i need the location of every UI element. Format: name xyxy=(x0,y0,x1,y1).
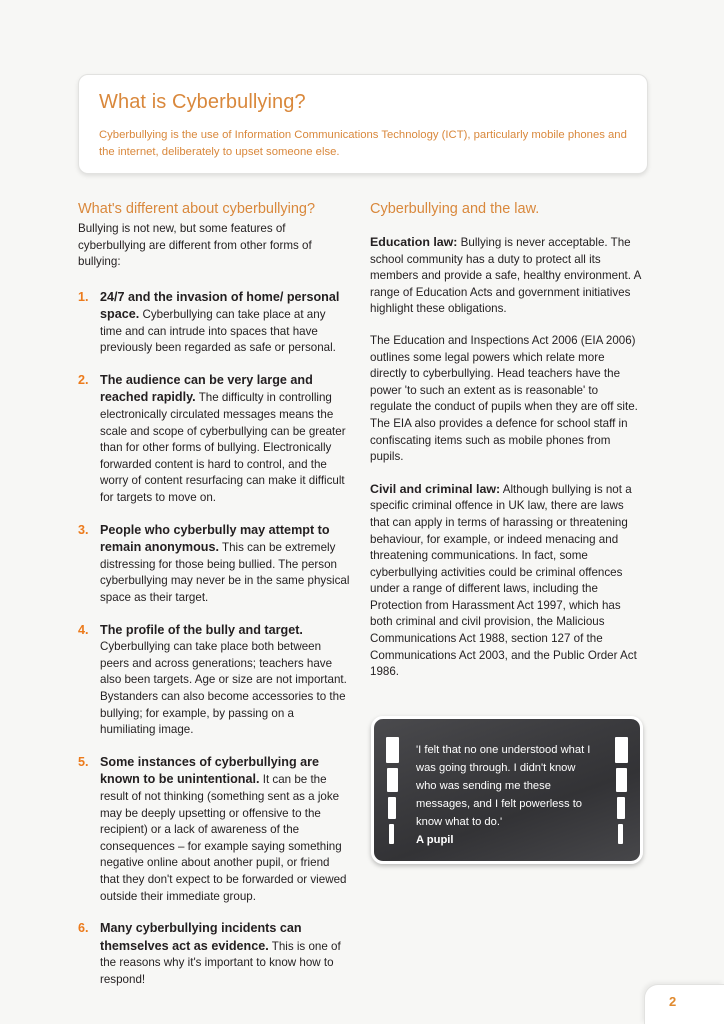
list-item-lead: 24/7 and the invasion of home/ personal space. xyxy=(100,289,340,322)
list-item xyxy=(78,522,350,607)
left-column-intro: Bullying is not new, but some features of cyberbullying are different from other forms of bullying: xyxy=(78,222,312,268)
list-item xyxy=(78,920,350,988)
pupil-quote-box xyxy=(371,716,643,864)
list-item-number: 2. xyxy=(78,372,89,387)
right-column-heading: Cyberbullying and the law. xyxy=(370,201,540,217)
list-item xyxy=(78,754,350,905)
list-item-number: 3. xyxy=(78,522,89,537)
list-item-body: The difficulty in controlling electronically circulated messages means the scale and scope of cyberbullying can be greater than for other forms of bullying. Electronically forwarded content is hard to control, and the worry of content resurfacing can make it difficult for targets to move on. xyxy=(100,391,346,505)
paragraph-lead: Civil and criminal law: xyxy=(370,481,501,496)
header-callout-box xyxy=(78,74,648,174)
page-subtitle: Cyberbullying is the use of Information Communications Technology (ICT), particularly mobile phones and the internet, deliberately to upset someone else. xyxy=(99,129,627,158)
list-item-number: 4. xyxy=(78,622,89,637)
page-number-corner-panel xyxy=(644,984,724,1024)
list-item-lead: The audience can be very large and reached rapidly. xyxy=(100,372,313,405)
list-item-lead: Some instances of cyberbullying are known to be unintentional. xyxy=(100,754,320,787)
quote-text: 'I felt that no one understood what I was going through. I didn't know who was sending me these messages, and I felt powerless to know what to do.' xyxy=(416,744,591,828)
list-item-lead: The profile of the bully and target. xyxy=(100,622,303,637)
list-item-body: This can be extremely distressing for those being bullied. The person cyberbullying may never be in the same physical space as their target. xyxy=(100,541,350,604)
list-item-body: Cyberbullying can take place at any time and can intrude into spaces that have previously been regarded as safe or personal. xyxy=(100,308,336,355)
quote-mark-left-icon xyxy=(386,737,399,844)
list-item-number: 5. xyxy=(78,754,89,769)
list-item-body: Cyberbullying can take place both between peers and across generations; teachers have also been targets. Age or size are not important. Bystanders can also become accessories to the bullying; for example, by passing on a humiliating image. xyxy=(100,640,347,737)
left-column xyxy=(78,200,350,1003)
quote-attribution: A pupil xyxy=(416,834,454,846)
numbered-points-list xyxy=(78,289,350,989)
list-item-body: It can be the result of not thinking (something sent as a joke may be deeply upsetting or offensive to the recipient) or a lack of awareness of the consequences – for example saying something negative online about another pupil, or friend that they don't expect to be forwarded or viewed outside their immediate group. xyxy=(100,773,347,903)
paragraph xyxy=(370,333,642,466)
list-item-number: 1. xyxy=(78,289,89,304)
paragraph-body: Although bullying is not a specific criminal offence in UK law, there are laws that can apply in terms of harassing or threatening behaviour, for example, or indeed menacing and threatening communications. In fact, some cyberbullying activities could be criminal offences under a range of different laws, including the Protection from Harassment Act 1997, which has both criminal and civil provision, the Malicious Communications Act 1988, section 127 of the Communications Act 2003, and the Public Order Act 1986. xyxy=(370,482,637,679)
paragraph-body: Bullying is never acceptable. The school community has a duty to protect all its members and provide a safe, healthy environment. A range of Education Acts and government initiatives highlight these obligations. xyxy=(370,236,641,316)
paragraph xyxy=(370,234,642,318)
left-column-heading: What's different about cyberbullying? xyxy=(78,201,316,217)
list-item xyxy=(78,372,350,507)
list-item-lead: People who cyberbully may attempt to remain anonymous. xyxy=(100,522,330,555)
paragraph-lead: Education law: xyxy=(370,235,458,249)
quote-mark-right-icon xyxy=(615,737,628,844)
page-number: 2 xyxy=(669,994,677,1009)
list-item-body: This is one of the reasons why it's important to know how to respond! xyxy=(100,939,341,986)
page-title: What is Cyberbullying? xyxy=(99,91,306,113)
list-item-number: 6. xyxy=(78,921,89,936)
paragraph xyxy=(370,481,642,681)
list-item xyxy=(78,622,350,739)
list-item-lead: Many cyberbullying incidents can themselves act as evidence. xyxy=(100,921,302,953)
list-item xyxy=(78,289,350,357)
right-column xyxy=(370,200,642,681)
paragraph-body: The Education and Inspections Act 2006 (EIA 2006) outlines some legal powers which relate more directly to cyberbullying. Head teachers have the power 'to such an extent as is reasonable' to regulate the conduct of pupils when they are off site. The EIA also provides a defence for school staff in confiscating items such as mobile phones from pupils. xyxy=(370,333,638,464)
